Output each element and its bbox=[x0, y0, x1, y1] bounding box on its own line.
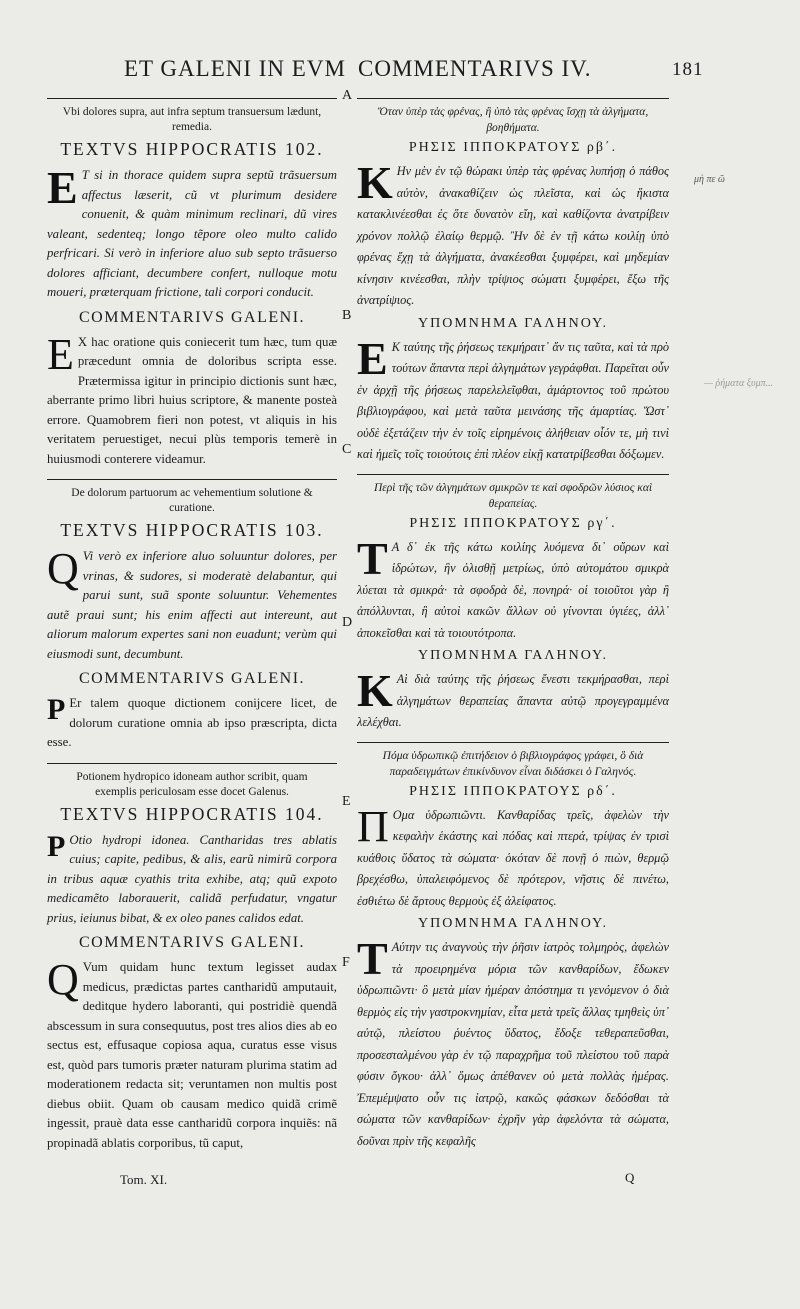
galen-greek-commentary bbox=[357, 933, 669, 1152]
textus-heading: TEXTVS HIPPOCRATIS 102. bbox=[60, 139, 324, 159]
margin-letter-d: D bbox=[342, 615, 353, 630]
section-rule bbox=[47, 98, 337, 99]
drop-cap: Q bbox=[47, 544, 79, 593]
drop-cap: Κ bbox=[357, 665, 393, 716]
galen-commentary bbox=[47, 955, 338, 1153]
galen-greek-commentary-body: Αὶ διὰ ταύτης τῆς ῥήσεως ἔνεστι τεκμήρασθαι, περὶ ἀλγημάτων θεραπείας ἅπαντα αὐτῷ προγεγραμμένα λελέχθαι. bbox=[357, 672, 669, 729]
gathering-signature: Q bbox=[625, 1170, 635, 1185]
hippocrates-text-body: Otio hydropi idonea. Cantharidas tres ablatis cuius; capite, pedibus, & alis, earũ nimirũ corpora in tribus aquæ cyathis trita exhibe, atq; quũ expoto medicamẽto laborauerit, calidã perfudatur, vngatur prius, ieiunus bibat, & ex oleo panes calidos edat. bbox=[47, 832, 337, 925]
margin-annotation-middle: — ῥήματα ξυμπ... bbox=[704, 378, 774, 389]
galen-greek-commentary-body: Αύτην τις ἀναγνοὺς τὴν ῥῆσιν ἰατρὸς τολμηρὸς, ἀφελὼν τὰ προειρημένα μόρια τῶν κανθαρίδων, ἔδωκεν ὑδρωπιῶντι· ὃ μετὰ μίαν ἡμέραν ἀπόστημα τι γενόμενον ὁ διὰ θερμὸς εἰς τὴν γαστροκνημίαν, εἶτα μετὰ τρεῖς ἄλλας τμηθεὶς ὑπ᾽ αὐτῷ, πλείστου ῥυέντος ὕδατος, ἔδοξε τεθεραπεῦσθαι, προσεσταλμένου γὰρ ἐν τῷ παραχρῆμα τοῦ πλείστου τοῦ παρὰ φύσιν ὄγκου· ἀλλ᾽ ὅμως ἀπέθανεν οὐ μετὰ πολλὰς ἡμέρας. Ἐπεμέμψατο οὖν τις ἰατρῷ, κακῶς φάσκων δεδόσθαι τὰ σώματα τῶν κανθαρίδων· ἐχρῆν γὰρ ἀφελόντα τὰ σώματα, δοῦναι πρὶν τῆς κεφαλῆς bbox=[357, 940, 669, 1148]
drop-cap: Τ bbox=[357, 933, 388, 984]
margin-annotation-top: μὴ πε ῶ bbox=[694, 174, 725, 185]
hippocrates-greek-text-body: Ομα ὑδρωπιῶντι. Κανθαρίδας τρεῖς, ἀφελὼν τὴν κεφαλὴν ἑκάστης καὶ πόδας καὶ πτερά, τρίψας ἐν τρισὶ κυάθοις ὕδατος τὰ σώματα· ὁκόταν δὲ πονῇ ὁ πιὼν, θερμῷ βρεχέσθω, ὑπαλειφόμενος δὲ πρότερον, νῆστις δὲ πινέτω, ἐσθιέτω δὲ ἄρτους θερμοὺς ἐξ ἀλείφατος. bbox=[357, 807, 669, 908]
hypomnema-heading: ΥΠΟΜΝΗΜΑ ΓΑΛΗΝΟΥ. bbox=[418, 916, 608, 931]
margin-letter-e: E bbox=[342, 794, 351, 809]
galen-greek-commentary bbox=[357, 665, 669, 734]
hippocrates-greek-text-body: Α δ᾽ ἐκ τῆς κάτω κοιλίης λυόμενα δι᾽ οὔρων καὶ ἱδρώτων, ἣν ὀλισθῇ μετρίως, ὑπὸ αὐτομάτου σμικρὰ λύεται τὰ σμικρά· τὰ σφοδρὰ δὲ, πονηρά· οἱ τοιοῦτοι γὰρ ἢ ἀπόλλυνται, ἢ αὐτοὶ κακῶν ἄλλων οὐ γίνονται ὑγιέες, ἀλλ᾽ ἀποκεῖσθαι καὶ τὰ τοιουτότροπα. bbox=[357, 539, 669, 640]
volume-signature: Tom. XI. bbox=[120, 1172, 168, 1187]
drop-cap: P bbox=[47, 693, 66, 726]
rhesis-heading: ΡΗΣΙΣ ΙΠΠΟΚΡΑΤΟΥΣ ρδ΄. bbox=[409, 783, 617, 799]
hippocrates-text-body: T si in thorace quidem supra septũ trãsuersum affectus læserit, cũ vt plurimum desidere conuenit, & quàm minimum reclinari, dũ vires valeant, sedenteq; longo tẽpore oleo multo calido perfricari. Si verò in inferiore aluo sub septo trãsuerso dolores afficiant, decumbere confert, nulloque motu moueri, præterquam frictione, tali corpori conducit. bbox=[47, 168, 337, 299]
section-note: Potionem hydropico idoneam author scribit, quam exemplis periculosam esse docet Galenus. bbox=[76, 770, 308, 798]
drop-cap: Κ bbox=[357, 157, 393, 208]
hippocrates-text bbox=[47, 544, 337, 664]
drop-cap: Π bbox=[357, 801, 389, 851]
hippocrates-greek-text bbox=[357, 801, 669, 913]
running-title-left: ET GALENI IN EVM bbox=[124, 56, 346, 81]
hippocrates-greek-text bbox=[357, 532, 669, 645]
section-rule bbox=[47, 479, 337, 480]
page-number: 181 bbox=[672, 59, 704, 80]
hippocrates-greek-text bbox=[357, 157, 669, 312]
section-rubric: Περὶ τῆς τῶν ἀλγημάτων σμικρῶν τε καὶ σφοδρῶν λύσιος καὶ θεραπείας. bbox=[373, 481, 653, 510]
section-rubric: Πόμα ὑδρωπικῷ ἐπιτήδειον ὁ βιβλιογράφος γράφει, ὃ διὰ παραδειγμάτων ἐπικίνδυνον εἶναι διδάσκει ὁ Γαληνός. bbox=[382, 749, 644, 778]
drop-cap: E bbox=[47, 162, 78, 213]
section-rule bbox=[357, 98, 669, 99]
section-note: De dolorum partuorum ac vehementium solutione & curatione. bbox=[71, 487, 313, 514]
galen-commentary bbox=[47, 329, 337, 470]
margin-letter-f: F bbox=[342, 955, 350, 970]
galen-greek-commentary-body: Κ ταύτης τῆς ῥήσεως τεκμήραιτ᾽ ἄν τις ταῦτα, καὶ τὰ πρὸ τούτων ἅπαντα περὶ ἀλγημάτων γεγράφθαι. Παρεῖται οὖν ἐν ἀρχῇ τῆς ῥήσεως παρελελεῖφθαι, ἁμάρτοντος τοῦ πρώτου βιβλιογράφου, καὶ μετὰ ταῦτα μεινάσης τῆς ἁμαρτίας. Ὥστ᾽ οὐδὲ ἐξετάζειν τὴν ἐν τοῖς εἰρημένοις ἀλήθειαν οἷόν τε, μὴ τινὶ καὶ ἡμεῖς τοῖς τοιούτοις ἐπὶ πλέον εἰκῇ κατατρίβεσθαι δόξωμεν. bbox=[357, 339, 669, 461]
drop-cap: P bbox=[47, 829, 66, 863]
galen-commentary-body: Er talem quoque dictionem conijcere licet, de dolorum curatione omnia ab ipso præscripta, dicta esse. bbox=[47, 696, 337, 749]
galen-commentary bbox=[47, 694, 337, 753]
section-rule bbox=[357, 742, 669, 743]
textus-heading: TEXTVS HIPPOCRATIS 103. bbox=[60, 520, 324, 540]
drop-cap: Q bbox=[47, 955, 79, 1004]
galen-greek-commentary bbox=[357, 332, 669, 466]
hippocrates-text bbox=[47, 162, 337, 303]
margin-letter-a: A bbox=[342, 88, 353, 103]
galen-commentary-body: X hac oratione quis coniecerit tum hæc, tum quæ præcedunt omnia de doloribus scripta esse. Prætermissa igitur in principio dictionis sunt hæc, aberrante primo libri huius scriptore, & manente posteà errore. Quamobrem fieri non potest, vt aliquis in his veritatem peruestiget, necui plùs temporis temerè in huiusmodi conterere videamur. bbox=[47, 334, 337, 466]
galen-commentary-body: Vum quidam hunc textum legisset audax medicus, prædictas partes cantharidũ amputauit, deditque hydero laboranti, qui postridiè quendã abscessum in sura consequutus, post tres alios dies ab eo sectus est, effusaque copiosa aqua, curatus esse visus est, quòd pars tumoris præter naturam plurima statim ad moderationem redacta sit; veruntamen non multis post diebus obiit. Quam ob causam medico quidã crimẽ ingessit, prauè data esse cantharidũ corpora inquiẽs: nã propinadã ablatis corporibus, tũ caput, bbox=[47, 960, 338, 1150]
hippocrates-text-body: Vi verò ex inferiore aluo soluuntur dolores, per vrinas, & sudores, si moderatè delabantur, qui parui sunt, suã sponte soluuntur. Vehementes autẽ praui sunt; his enim affecti aut intereunt, aut aliorum malorum expertes sani non euadunt; verùm qui eiusmodi sunt, decumbunt. bbox=[47, 549, 337, 661]
section-rubric: Ὅταν ὑπὲρ τὰς φρένας, ἢ ὑπὸ τὰς φρένας ἴσχῃ τὰ ἀλγήματα, βοηθήματα. bbox=[377, 106, 649, 134]
drop-cap: Ε bbox=[357, 332, 388, 384]
hippocrates-text bbox=[47, 831, 337, 929]
hypomnema-heading: ΥΠΟΜΝΗΜΑ ΓΑΛΗΝΟΥ. bbox=[418, 648, 608, 663]
margin-letter-b: B bbox=[342, 308, 352, 323]
rhesis-heading: ΡΗΣΙΣ ΙΠΠΟΚΡΑΤΟΥΣ ργ΄. bbox=[409, 515, 617, 531]
commentary-heading: COMMENTARIVS GALENI. bbox=[78, 670, 306, 687]
greek-column bbox=[357, 98, 669, 1152]
section-rule bbox=[47, 763, 337, 764]
rhesis-heading: ΡΗΣΙΣ ΙΠΠΟΚΡΑΤΟΥΣ ρβ΄. bbox=[408, 140, 618, 155]
margin-letter-c: C bbox=[342, 442, 352, 457]
section-rule bbox=[357, 474, 669, 475]
section-note: Vbi dolores supra, aut infra septum transuersum lædunt, remedia. bbox=[62, 106, 322, 133]
hippocrates-greek-text-body: Ην μὲν ἐν τῷ θώρακι ὑπὲρ τὰς φρένας λυπήσῃ ὁ πάθος αὐτὸν, ἀνακαθίζειν ὡς πλεῖστα, καὶ ὡς ἥκιστα κατακλινέεσθαι ἐς ὅτε δυνατὸν εἴη, καὶ καθίζοντα ἀνατρίβειν χρόνον πολλῷ ἐλαίῳ θερμῷ. Ἢν δὲ ἐν τῇ κάτω κοιλίῃ ὑπὸ φρένας ἔχῃ τὰ ἀλγήματα, ἀνακέεσθαι ξυμφέρει, καὶ μηδεμίαν κίνησιν κινέεσθαι, πλὴν τρίψιος σώματι ξυμφέρει, ἔξω τῆς ἀνατρίψιος. bbox=[357, 164, 669, 307]
commentary-heading: COMMENTARIVS GALENI. bbox=[78, 934, 306, 951]
latin-column bbox=[47, 98, 337, 1153]
hypomnema-heading: ΥΠΟΜΝΗΜΑ ΓΑΛΗΝΟΥ. bbox=[418, 315, 608, 331]
running-title-right: COMMENTARIVS IV. bbox=[358, 56, 592, 81]
commentary-heading: COMMENTARIVS GALENI. bbox=[78, 308, 306, 326]
drop-cap: Τ bbox=[357, 532, 388, 584]
textus-heading: TEXTVS HIPPOCRATIS 104. bbox=[60, 803, 324, 824]
drop-cap: E bbox=[47, 329, 74, 379]
